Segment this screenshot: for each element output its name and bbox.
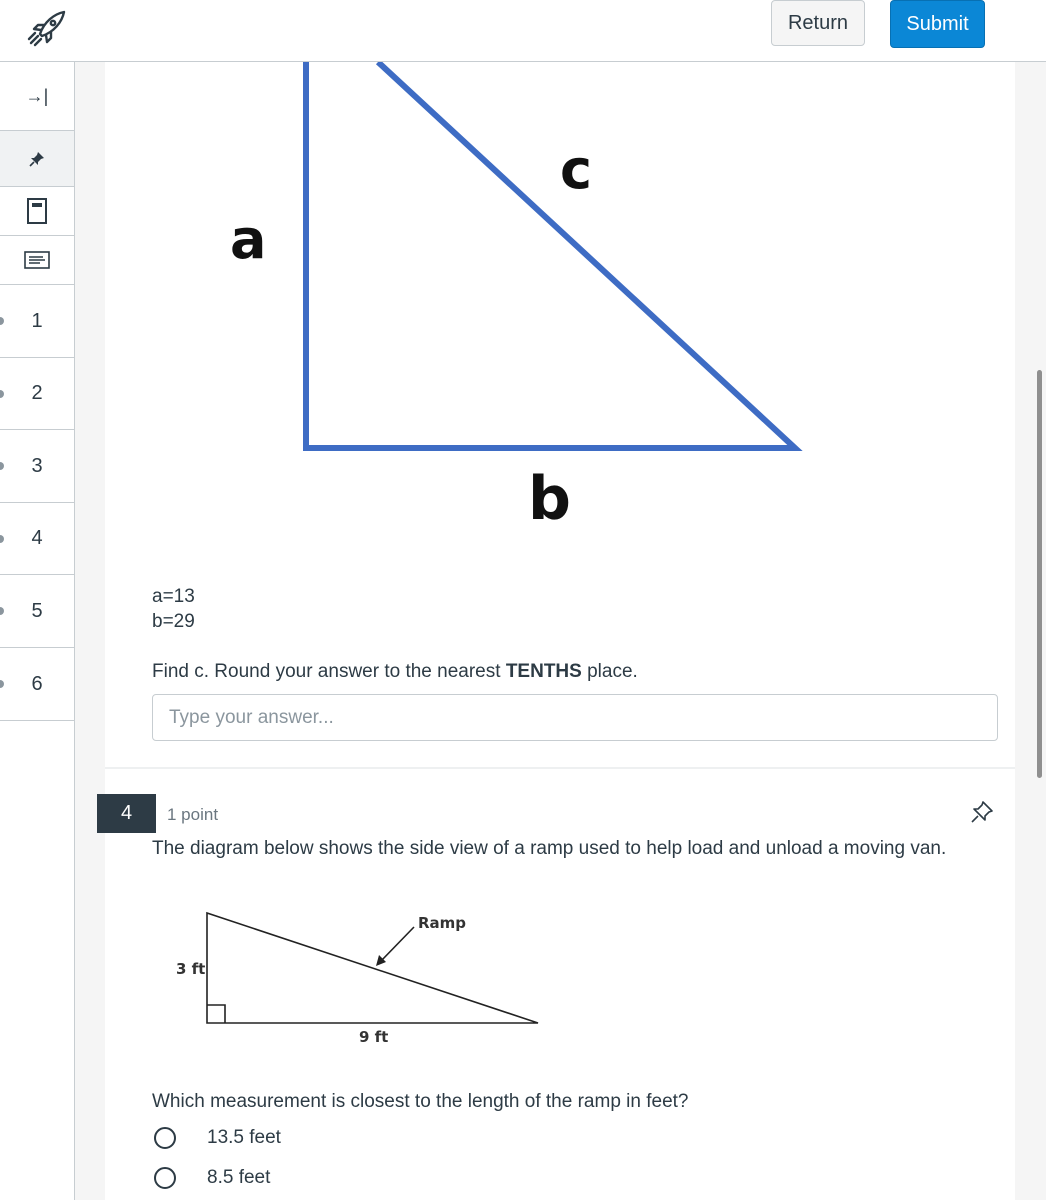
sidebar-question-4[interactable] xyxy=(0,503,74,575)
question-sidebar xyxy=(0,62,75,1200)
flag-question-pin-icon[interactable] xyxy=(970,800,994,824)
question-status-dot xyxy=(0,535,4,543)
prompt-text-end: place. xyxy=(581,661,638,682)
rocket-icon[interactable] xyxy=(26,8,70,48)
sidebar-question-label: 2 xyxy=(31,382,43,404)
prompt-emphasis: TENTHS xyxy=(505,661,582,682)
question-4-stem: The diagram below shows the side view of a ramp used to help load and unload a moving van. xyxy=(152,838,947,859)
submit-button[interactable]: Submit xyxy=(890,0,985,48)
top-bar xyxy=(0,0,1046,62)
question-number: 4 xyxy=(97,794,156,833)
ramp-diagram xyxy=(168,905,548,1050)
sidebar-question-label: 6 xyxy=(31,672,43,695)
notes-icon xyxy=(24,251,50,269)
sidebar-question-label: 4 xyxy=(31,527,43,549)
pin-icon xyxy=(29,151,45,167)
return-button[interactable]: Return xyxy=(771,0,865,46)
side-b-label: b xyxy=(528,464,571,534)
height-label: 3 ft xyxy=(176,960,206,978)
scrollbar[interactable] xyxy=(1037,370,1042,778)
calculator-icon xyxy=(27,198,47,224)
right-angle-mark xyxy=(207,1005,225,1023)
question-status-dot xyxy=(0,317,4,325)
option-label-2[interactable]: 8.5 feet xyxy=(207,1167,271,1188)
sidebar-question-2[interactable] xyxy=(0,358,74,430)
given-b: b=29 xyxy=(152,611,195,632)
calculator-button[interactable] xyxy=(0,187,74,236)
question-status-dot xyxy=(0,390,4,398)
question-divider xyxy=(105,767,1015,769)
ramp-triangle xyxy=(207,913,538,1023)
triangle-shape xyxy=(306,62,795,448)
answer-input[interactable] xyxy=(152,694,998,741)
option-label-1[interactable]: 13.5 feet xyxy=(207,1127,281,1148)
option-radio-1[interactable] xyxy=(154,1127,176,1149)
sidebar-question-6[interactable] xyxy=(0,648,74,721)
sidebar-question-1[interactable] xyxy=(0,285,74,358)
expand-sidebar-button[interactable] xyxy=(0,62,74,131)
option-radio-2[interactable] xyxy=(154,1167,176,1189)
question-status-dot xyxy=(0,462,4,470)
sidebar-question-label: 1 xyxy=(31,309,43,332)
side-a-label: a xyxy=(230,208,267,271)
expand-arrow-icon: →| xyxy=(25,85,49,106)
sidebar-question-5[interactable] xyxy=(0,575,74,648)
question-4-prompt: Which measurement is closest to the length of the ramp in feet? xyxy=(152,1091,689,1112)
question-3-prompt xyxy=(152,661,638,683)
right-triangle-diagram xyxy=(200,62,820,542)
base-label: 9 ft xyxy=(359,1028,389,1046)
sidebar-question-3[interactable] xyxy=(0,430,74,503)
sidebar-question-label: 5 xyxy=(31,599,43,622)
prompt-text: Find c. Round your answer to the nearest xyxy=(152,661,506,682)
notes-button[interactable] xyxy=(0,236,74,285)
question-status-dot xyxy=(0,607,4,615)
ramp-arrow xyxy=(380,927,414,962)
sidebar-question-label: 3 xyxy=(31,454,43,477)
ramp-label: Ramp xyxy=(418,914,467,932)
pinned-questions-button[interactable] xyxy=(0,131,74,187)
side-c-label: c xyxy=(560,138,593,201)
given-a: a=13 xyxy=(152,586,195,607)
question-status-dot xyxy=(0,680,4,688)
question-points: 1 point xyxy=(167,805,219,824)
